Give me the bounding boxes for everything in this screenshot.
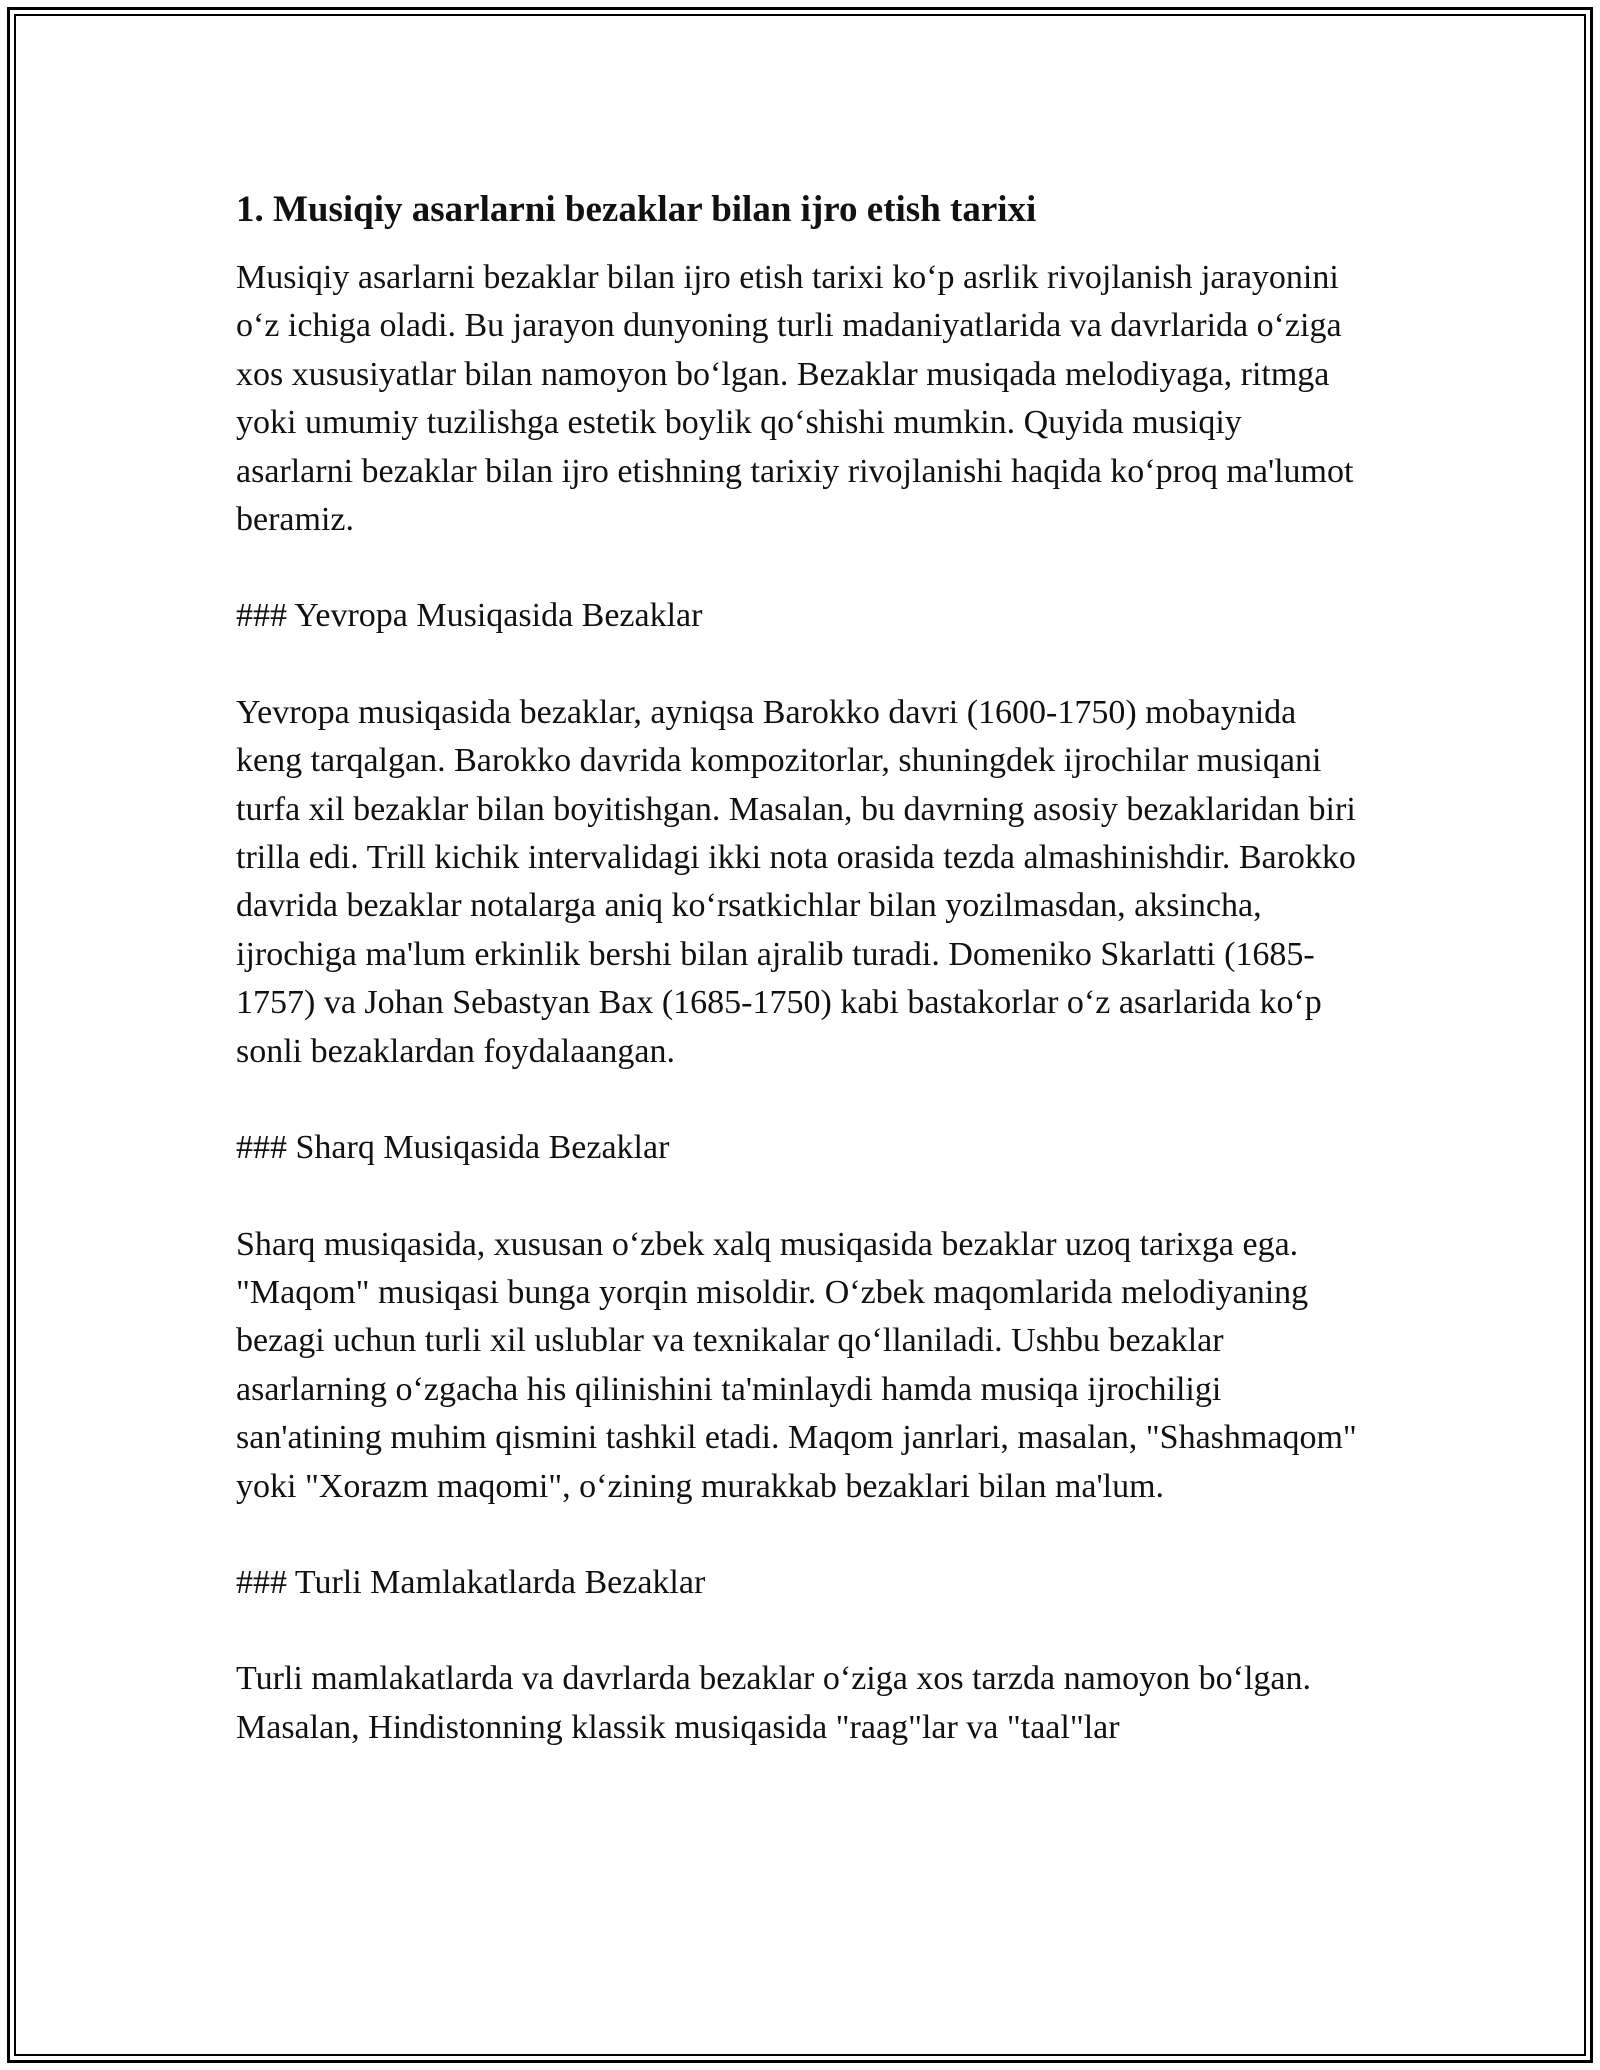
section-paragraph-europe: Yevropa musiqasida bezaklar, ayniqsa Barokko davri (1600-1750) mobaynida keng tarqalgan. Barokko davrida kompozitorlar, shuningdek ijrochilar musiqani turfa xil bezaklar bilan boyitishgan. Masalan, bu davrning asosiy bezaklaridan biri trilla edi. Trill kichik intervalidagi ikki nota orasida tezda almashinishdir. Barokko davrida bezaklar notalarga aniq ko‘rsatkichlar bilan yozilmasdan, aksincha, ijrochiga ma'lum erkinlik bershi bilan ajralib turadi. Domeniko Skarlatti (1685-1757) va Johan Sebastyan Bax (1685-1750) kabi bastakorlar o‘z asarlarida ko‘p sonli bezaklardan foydalaangan. (236, 693, 1356, 1070)
section-paragraph-countries: Turli mamlakatlarda va davrlarda bezaklar o‘ziga xos tarzda namoyon bo‘lgan. Masalan, Hindistonning klassik musiqasida "raag"lar va "taal"lar (236, 1660, 1312, 1746)
document-title: 1. Musiqiy asarlarni bezaklar bilan ijro etish tarixi (236, 189, 1037, 230)
section-paragraph-east: Sharq musiqasida, xususan o‘zbek xalq musiqasida bezaklar uzoq tarixga ega. "Maqom" musiqasi bunga yorqin misoldir. O‘zbek maqomlarida melodiyaning bezagi uchun turli xil uslublar va texnikalar qo‘llaniladi. Ushbu bezaklar asarlarning o‘zgacha his qilinishini ta'minlaydi hamda musiqa ijrochiligi san'atining muhim qismini tashkil etadi. Maqom janrlari, masalan, "Shashmaqom" yoki "Xorazm maqomi", o‘zining murakkab bezaklari bilan ma'lum. (236, 1225, 1357, 1505)
document-body (236, 186, 1366, 1752)
intro-paragraph: Musiqiy asarlarni bezaklar bilan ijro etish tarixi ko‘p asrlik rivojlanish jarayonini o‘z ichiga oladi. Bu jarayon dunyoning turli madaniyatlarida va davrlarida o‘ziga xos xususiyatlar bilan namoyon bo‘lgan. Bezaklar musiqada melodiyaga, ritmga yoki umumiy tuzilishga estetik boylik qo‘shishi mumkin. Quyida musiqiy asarlarni bezaklar bilan ijro etishning tarixiy rivojlanishi haqida ko‘proq ma'lumot beramiz. (236, 259, 1354, 539)
section-heading-europe: ### Yevropa Musiqasida Bezaklar (236, 597, 703, 635)
section-heading-east: ### Sharq Musiqasida Bezaklar (236, 1129, 670, 1167)
section-heading-countries: ### Turli Mamlakatlarda Bezaklar (236, 1563, 706, 1601)
